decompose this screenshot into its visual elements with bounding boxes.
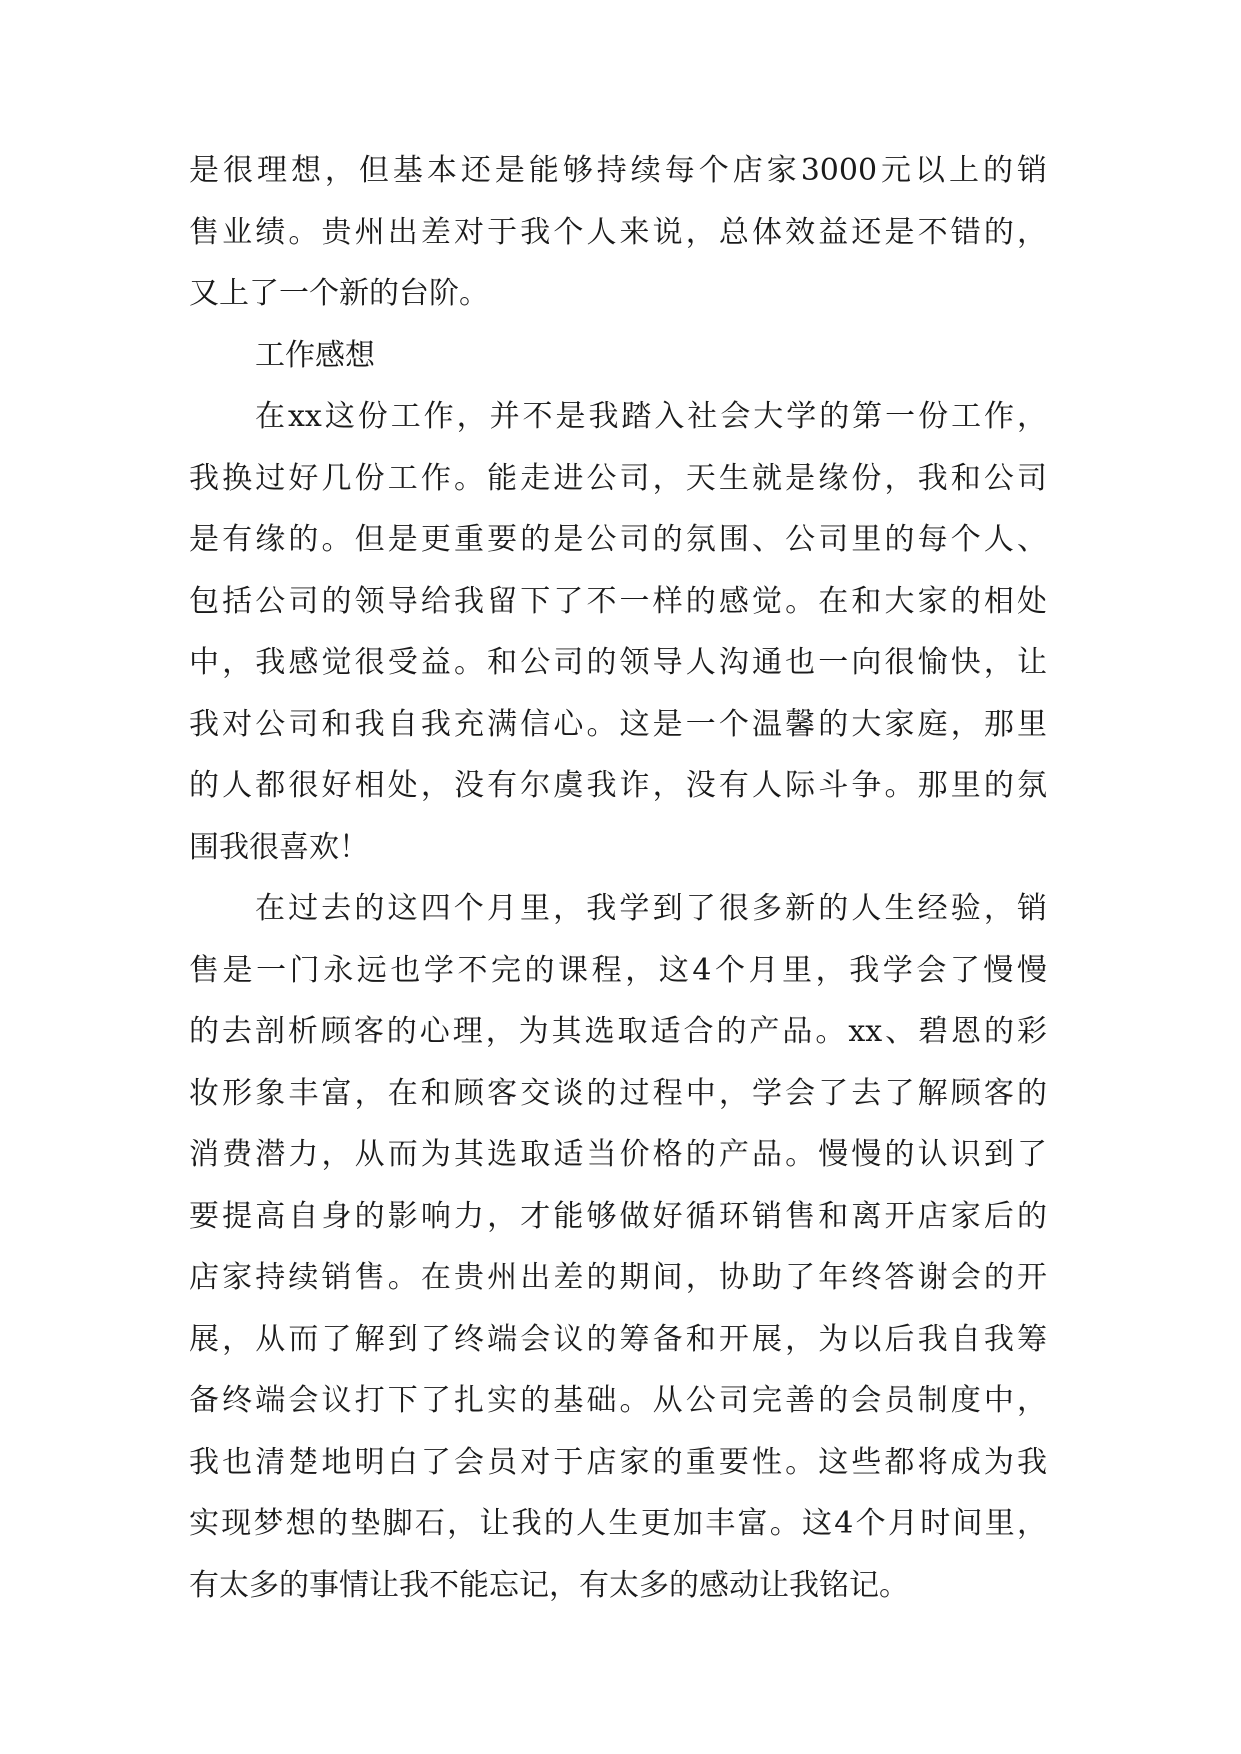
text-line: 有太多的事情让我不能忘记，有太多的感动让我铭记。 (189, 1567, 909, 1603)
text-line: 售是一门永远也学不完的课程，这4个月里，我学会了慢慢 (189, 952, 1047, 988)
text-line: 店家持续销售。在贵州出差的期间，协助了年终答谢会的开 (189, 1260, 1047, 1295)
text-line: 我对公司和我自我充满信心。这是一个温馨的大家庭，那里 (189, 706, 1047, 742)
text-line: 是有缘的。但是更重要的是公司的氛围、公司里的每个人、 (189, 522, 1047, 557)
text-line: 又上了一个新的台阶。 (189, 276, 489, 311)
text-line: 我也清楚地明白了会员对于店家的重要性。这些都将成为我 (189, 1444, 1047, 1480)
text-line: 妆形象丰富，在和顾客交谈的过程中，学会了去了解顾客的 (189, 1075, 1047, 1111)
text-line: 展，从而了解到了终端会议的筹备和开展，为以后我自我筹 (189, 1321, 1047, 1357)
text-line: 包括公司的领导给我留下了不一样的感觉。在和大家的相处 (189, 583, 1047, 619)
document-page (189, 140, 1047, 1616)
text-line: 是很理想，但基本还是能够持续每个店家3000元以上的销 (189, 153, 1047, 188)
text-line: 围我很喜欢！ (189, 829, 369, 865)
text-line: 实现梦想的垫脚石，让我的人生更加丰富。这4个月时间里， (189, 1506, 1047, 1541)
text-line: 中，我感觉很受益。和公司的领导人沟通也一向很愉快，让 (189, 645, 1047, 680)
text-line: 在过去的这四个月里，我学到了很多新的人生经验，销 (255, 891, 1047, 926)
text-line: 备终端会议打下了扎实的基础。从公司完善的会员制度中， (189, 1383, 1047, 1418)
text-line: 的人都很好相处，没有尔虞我诈，没有人际斗争。那里的氛 (189, 768, 1047, 803)
text-line: 要提高自身的影响力，才能够做好循环销售和离开店家后的 (189, 1198, 1047, 1234)
section-heading: 工作感想 (255, 337, 375, 373)
text-line: 售业绩。贵州出差对于我个人来说，总体效益还是不错的， (189, 214, 1047, 250)
text-line: 的去剖析顾客的心理，为其选取适合的产品。xx、碧恩的彩 (189, 1014, 1047, 1049)
text-line: 在xx这份工作，并不是我踏入社会大学的第一份工作， (255, 399, 1047, 434)
text-line: 我换过好几份工作。能走进公司，天生就是缘份，我和公司 (189, 460, 1047, 496)
text-line: 消费潜力，从而为其选取适当价格的产品。慢慢的认识到了 (189, 1137, 1047, 1172)
